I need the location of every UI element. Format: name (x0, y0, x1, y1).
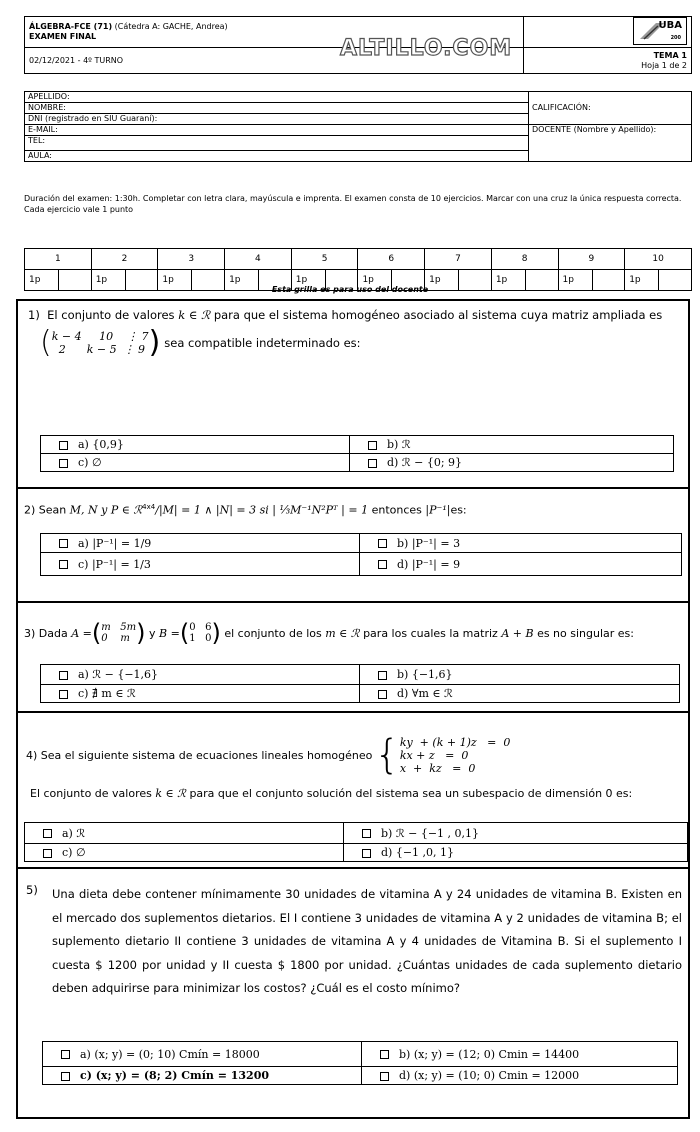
q2-option-b-label: b) |P⁻¹| = 3 (397, 536, 461, 550)
q1-var: k ∈ ℛ (178, 308, 211, 322)
q2-option-c-label: c) |P⁻¹| = 1/3 (78, 557, 151, 571)
grid-points-cell: 1p (25, 270, 59, 291)
checkbox-icon[interactable] (59, 690, 68, 699)
q4-option-a-label: a) ℛ (62, 826, 86, 840)
aula-field[interactable]: AULA: (25, 151, 529, 162)
tema-label: TEMA 1 (653, 50, 687, 60)
q1-option-a[interactable] (41, 436, 350, 454)
grid-points-cell: 1p (225, 270, 259, 291)
q1-options (40, 435, 674, 472)
tema-cell (524, 48, 692, 74)
q1-paren-left: ( (40, 325, 52, 360)
logo-year: 200 (670, 35, 681, 41)
q4-var: k ∈ ℛ (155, 787, 186, 800)
q4-text-b-line (30, 787, 678, 800)
q4-text-c: para que el conjunto solución del sistema sea un subespacio de dimensión 0 es: (189, 787, 633, 800)
q1-matrix (52, 330, 149, 356)
q3-y: y (149, 626, 156, 640)
q2-text (24, 495, 684, 523)
q2-option-d-label: d) |P⁻¹| = 9 (397, 557, 461, 571)
q4-option-b[interactable] (344, 823, 688, 844)
q3-mvar: m ∈ ℛ (325, 626, 360, 640)
email-field[interactable]: E-MAIL: (25, 125, 529, 136)
q3-text-c: para los cuales la matriz (363, 626, 498, 640)
grid-number-cell: 7 (425, 249, 492, 270)
q1-text (28, 303, 683, 327)
q4-options (24, 822, 688, 862)
q1-option-a-label: a) {0,9} (78, 438, 124, 451)
checkbox-icon[interactable] (362, 849, 371, 858)
q4-text-b: El conjunto de valores (30, 787, 152, 800)
q3-B: B = (159, 626, 180, 640)
q1-text-a: El conjunto de valores (47, 308, 175, 322)
grid-points-cell: 1p (158, 270, 192, 291)
q4-eq2: kx + z = 0 (399, 748, 469, 762)
q4-system (400, 736, 511, 775)
q5-text: Una dieta debe contener mínimamente 30 unidades de vitamina A y 24 unidades de vitamina B. Existen en el mercado dos suplementos dietarios. El I contiene 3 unidades de vitamina A y 2 unidades de vitamina B; el suplemento dietario II contiene 3 unidades de vitamina A y 4 unidades de Vitamina B. Si el suplemento I cuesta $ 1200 por unidad y II cuesta $ 1800 por unidad. ¿Cuántas unidades de cada suplemento dietario deben adquirirse para minimizar los costos? ¿Cuál es el costo mínimo? (52, 887, 682, 995)
checkbox-icon[interactable] (43, 829, 52, 838)
q3-A: A = (71, 626, 92, 640)
q3-paren: ( (179, 619, 190, 647)
q3-b-row1: 0 6 (189, 622, 212, 633)
q3-options (40, 664, 680, 703)
question-1 (16, 299, 690, 489)
q4-option-c[interactable] (25, 844, 344, 862)
q3-b-row2: 1 0 (189, 633, 212, 644)
q1-text-b: para que el sistema homogéneo asociado al sistema cuya matriz ampliada es (213, 308, 663, 322)
checkbox-icon[interactable] (380, 1072, 389, 1081)
q2-text-a: Sean (38, 503, 67, 517)
q3-option-b[interactable] (360, 665, 680, 685)
nombre-field[interactable]: NOMBRE: (25, 103, 529, 114)
course-chair: (Cátedra A: GACHE, Andrea) (112, 22, 228, 31)
grid-points-cell: 1p (491, 270, 525, 291)
q4-option-c-label: c) ∅ (62, 846, 86, 859)
logo-text: UBA (658, 20, 682, 31)
docente-field[interactable]: DOCENTE (Nombre y Apellido): (529, 125, 692, 162)
q1-text-c: sea compatible indeterminado es: (164, 336, 361, 350)
q3-a-row2: 0 m (101, 633, 130, 644)
checkbox-icon[interactable] (362, 829, 371, 838)
checkbox-icon[interactable] (59, 671, 68, 680)
q1-option-c[interactable] (41, 454, 350, 472)
q4-text-a: Sea el siguiente sistema de ecuaciones lineales homogéneo (40, 748, 373, 762)
q3-option-a[interactable] (41, 665, 360, 685)
q1-matrix-row1: k − 4 10 ⋮ 7 (51, 330, 149, 343)
q4-option-b-label: b) ℛ − {−1 , 0,1} (381, 826, 480, 840)
date-turn: 02/12/2021 - 4º TURNO (25, 48, 524, 74)
q5-options (42, 1041, 678, 1085)
q2-vars: M, N y P ∈ ℛ (69, 503, 143, 517)
q2-options (40, 533, 682, 576)
q5-option-c-label: c) (x; y) = (8; 2) Cmín = 13200 (80, 1069, 270, 1082)
q1-matrix-row2: 2 k − 5 ⋮ 9 (51, 343, 146, 356)
q3-option-d-label: d) ∀m ∈ ℛ (397, 687, 453, 700)
grid-points-cell: 1p (291, 270, 325, 291)
question-3 (16, 601, 690, 713)
checkbox-icon[interactable] (59, 459, 68, 468)
q3-AB: A + B (501, 626, 534, 640)
grid-points-cell: 1p (425, 270, 459, 291)
checkbox-icon[interactable] (380, 1050, 389, 1059)
q1-matrix-line (40, 325, 361, 360)
header-logo-cell (524, 17, 692, 48)
checkbox-icon[interactable] (59, 539, 68, 548)
grid-number-cell: 10 (625, 249, 692, 270)
q4-eq1: ky + (k + 1)z = 0 (399, 735, 511, 749)
q4-eq3: x + kz = 0 (399, 761, 476, 775)
grid-points-cell: 1p (358, 270, 392, 291)
watermark: ALTILLO.COM (340, 36, 513, 61)
q4-brace: { (374, 732, 400, 778)
q5-option-c[interactable] (43, 1067, 362, 1085)
q3-text-a: Dada (38, 626, 68, 640)
checkbox-icon[interactable] (59, 441, 68, 450)
q4-option-d[interactable] (344, 844, 688, 862)
question-5 (16, 867, 690, 1119)
q1-paren-right: ) (148, 325, 161, 360)
instructions: Duración del examen: 1:30h. Completar con letra clara, mayúscula e imprenta. El examen consta de 10 ejercicios. Marcar con una cruz la única respuesta correcta. Cada ejercicio vale 1 punto (24, 194, 682, 214)
grid-number-cell: 9 (558, 249, 625, 270)
grid-number-cell: 6 (358, 249, 425, 270)
course-name: ÁLGEBRA-FCE (71) (29, 22, 113, 31)
checkbox-icon[interactable] (61, 1050, 70, 1059)
apellido-field[interactable]: APELLIDO: (25, 92, 529, 103)
q2-option-a-label: a) |P⁻¹| = 1/9 (78, 536, 152, 550)
q3-option-c-label: c) ∄ m ∈ ℛ (78, 687, 136, 700)
tel-field[interactable]: TEL: (25, 136, 529, 151)
q5-option-d-label: d) (x; y) = (10; 0) Cmin = 12000 (399, 1069, 580, 1082)
q1-number: 1) (28, 308, 40, 322)
q5-option-b-label: b) (x; y) = (12; 0) Cmin = 14400 (399, 1047, 580, 1061)
q5-option-d[interactable] (362, 1067, 678, 1085)
q1-option-d[interactable] (350, 454, 674, 472)
grid-points-cell: 1p (625, 270, 659, 291)
q2-tail: es: (450, 503, 467, 517)
grid-number-cell: 3 (158, 249, 225, 270)
q3-text-d: es no singular es: (537, 626, 634, 640)
q1-option-b[interactable] (350, 436, 674, 454)
q3-option-a-label: a) ℛ − {−1,6} (78, 668, 159, 681)
checkbox-icon[interactable] (378, 560, 387, 569)
checkbox-icon[interactable] (378, 539, 387, 548)
q1-option-c-label: c) ∅ (78, 456, 102, 469)
q3-paren: ( (91, 619, 102, 647)
q4-option-a[interactable] (25, 823, 344, 844)
q3-option-d[interactable] (360, 685, 680, 703)
q2-target: |P⁻¹| (425, 503, 451, 517)
q4-text-a-line (26, 732, 511, 778)
grid-note: Esta grilla es para uso del docente (271, 285, 429, 294)
q2-number: 2) (24, 503, 36, 517)
calificacion-field[interactable]: CALIFICACIÓN: (529, 92, 692, 125)
uba-logo (633, 17, 687, 45)
q2-sup: 4x4 (142, 503, 156, 511)
checkbox-icon[interactable] (368, 459, 377, 468)
q2-option-c[interactable] (41, 553, 360, 576)
q3-paren: ) (136, 619, 146, 647)
question-2 (16, 487, 690, 603)
grid-points-cell: 1p (558, 270, 592, 291)
q5-option-b[interactable] (362, 1042, 678, 1067)
grid-number-cell: 2 (91, 249, 158, 270)
checkbox-icon[interactable] (378, 690, 387, 699)
q3-a-row1: m 5m (101, 622, 137, 633)
q3-option-c[interactable] (41, 685, 360, 703)
q3-number: 3) (24, 626, 36, 640)
q3-paren: ) (211, 619, 221, 647)
q2-option-d[interactable] (360, 553, 682, 576)
dni-field[interactable]: DNI (registrado en SIU Guaraní): (25, 114, 529, 125)
q3-matrix-a (101, 622, 136, 644)
q2-cond: /|M| = 1 ∧ |N| = 3 si (155, 503, 269, 517)
grid-points-cell: 1p (91, 270, 125, 291)
sheet-count: Hoja 1 de 2 (641, 60, 687, 70)
q3-matrix-b (189, 622, 211, 644)
q3-text-b: el conjunto de los (224, 626, 322, 640)
q2-expr: | ⅓M⁻¹N²Pᵀ | = 1 (272, 503, 369, 517)
q4-option-d-label: d) {−1 ,0, 1} (381, 846, 455, 859)
grid-number-cell: 1 (25, 249, 92, 270)
q3-option-b-label: b) {−1,6} (397, 668, 453, 681)
q3-text (24, 621, 692, 645)
q5-number: 5) (26, 883, 38, 897)
q1-option-b-label: b) ℛ (387, 438, 411, 451)
q2-then: entonces (371, 503, 422, 517)
q2-option-b[interactable] (360, 534, 682, 553)
q2-option-a[interactable] (41, 534, 360, 553)
checkbox-icon[interactable] (368, 441, 377, 450)
checkbox-icon[interactable] (61, 1072, 70, 1081)
checkbox-icon[interactable] (59, 560, 68, 569)
question-4 (16, 711, 690, 869)
checkbox-icon[interactable] (378, 671, 387, 680)
checkbox-icon[interactable] (43, 849, 52, 858)
student-info-table (24, 91, 692, 162)
grid-number-cell: 5 (291, 249, 358, 270)
q1-option-d-label: d) ℛ − {0; 9} (387, 456, 463, 469)
q5-option-a-label: a) (x; y) = (0; 10) Cmín = 18000 (80, 1047, 260, 1061)
q5-option-a[interactable] (43, 1042, 362, 1067)
grid-number-cell: 4 (225, 249, 292, 270)
exam-type: EXAMEN FINAL (29, 32, 97, 41)
q4-number: 4) (26, 748, 38, 762)
grid-number-cell: 8 (491, 249, 558, 270)
